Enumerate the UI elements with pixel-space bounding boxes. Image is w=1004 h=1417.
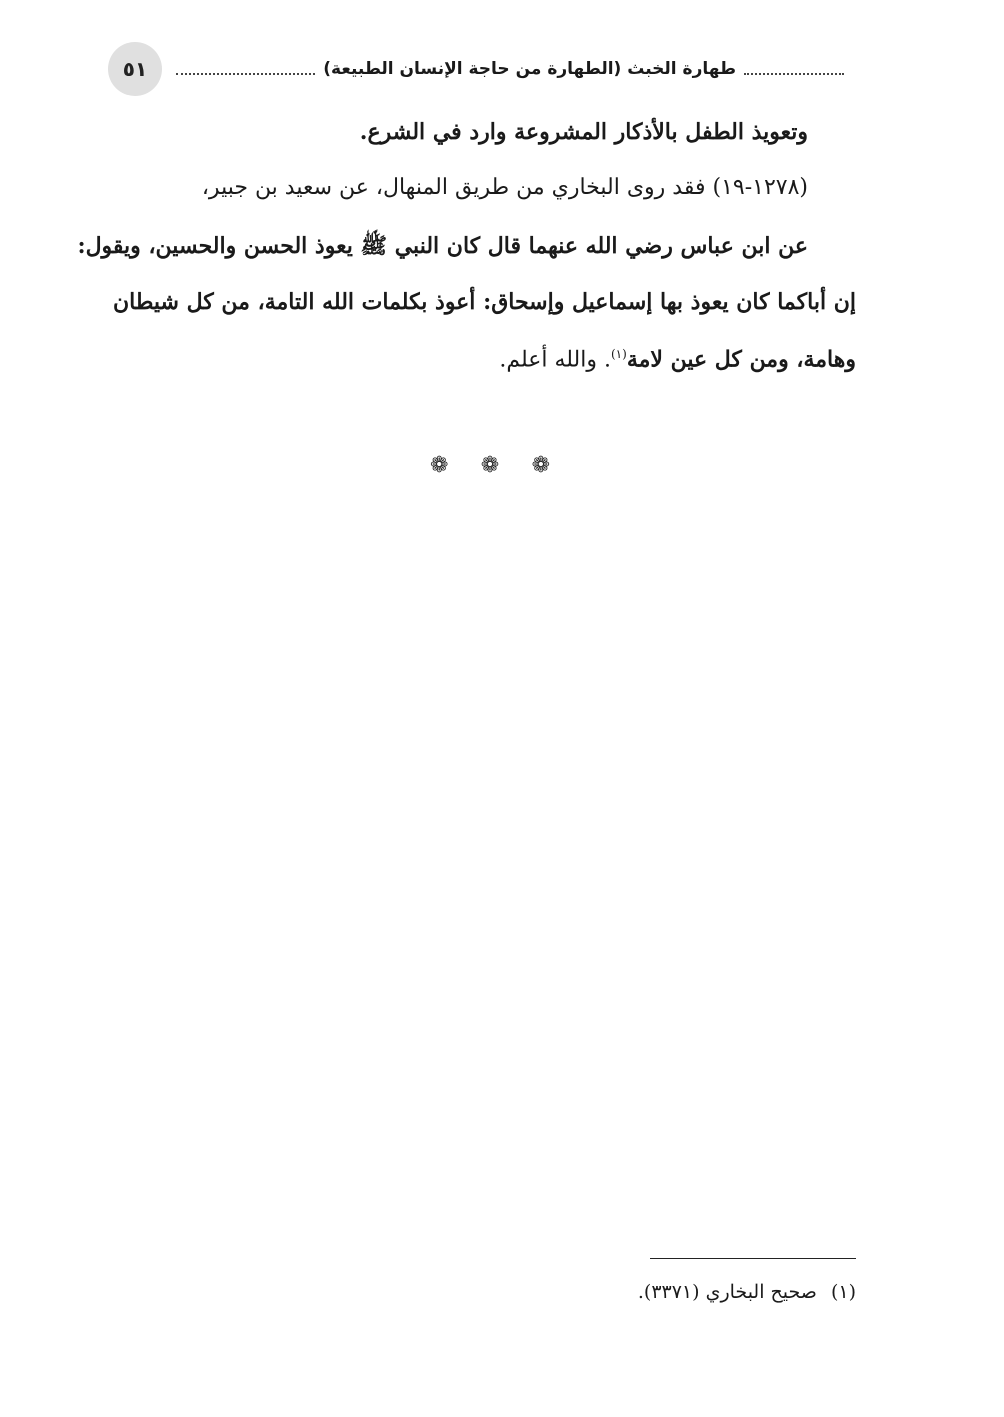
page-number-badge bbox=[108, 42, 162, 96]
body-line-1: وتعويذ الطفل بالأذكار المشروعة وارد في الشرع. bbox=[359, 119, 808, 145]
footnote-number: (١) bbox=[830, 1281, 856, 1303]
section-separator bbox=[430, 450, 550, 480]
footnote-text: صحيح البخاري (٣٣٧١). bbox=[637, 1281, 817, 1303]
flower-ornament-icon: ❁ bbox=[531, 452, 550, 478]
body-line-5-bold: وهامة، ومن كل عين لامة bbox=[626, 346, 856, 373]
footnote-reference: (١) bbox=[610, 347, 627, 361]
page-number: ٥١ bbox=[122, 57, 148, 81]
running-title: طهارة الخبث (الطهارة من حاجة الإنسان الطبيعة) bbox=[323, 59, 736, 79]
body-line-5-end: . والله أعلم. bbox=[499, 347, 611, 373]
flower-ornament-icon: ❁ bbox=[480, 452, 500, 478]
footnote-rule bbox=[650, 1258, 856, 1259]
flower-ornament-icon: ❁ bbox=[430, 452, 449, 478]
header-dots-right bbox=[744, 73, 844, 75]
body-line-2: (١٢٧٨-١٩) فقد روى البخاري من طريق المنهال، عن سعيد بن جبير، bbox=[201, 175, 808, 200]
body-line-5 bbox=[499, 334, 856, 374]
body-line-3: عن ابن عباس رضي الله عنهما قال كان النبي ﷺ يعوذ الحسن والحسين، ويقول: bbox=[77, 233, 808, 259]
body-line-4: إن أباكما كان يعوذ بها إسماعيل وإسحاق: أعوذ بكلمات الله التامة، من كل شيطان bbox=[113, 289, 856, 315]
header-dots-left bbox=[176, 73, 315, 75]
footnote bbox=[638, 1276, 856, 1308]
running-header bbox=[176, 54, 844, 84]
